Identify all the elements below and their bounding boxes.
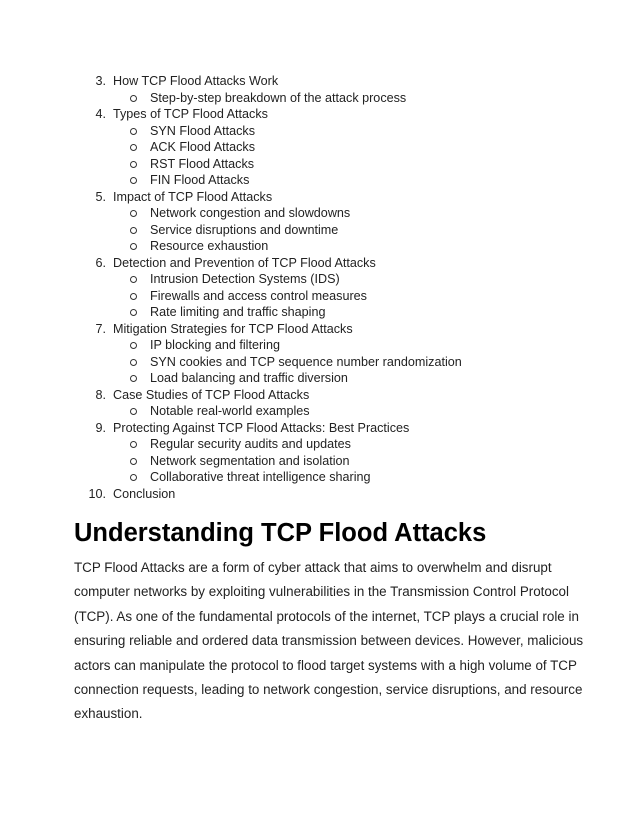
hollow-circle-bullet-icon <box>130 342 137 349</box>
toc-subitem <box>0 337 638 354</box>
toc-subitem <box>0 271 638 288</box>
toc-item <box>0 189 638 255</box>
paragraph-line: exhaustion. <box>74 706 143 722</box>
toc-item-label: Conclusion <box>113 486 176 501</box>
toc-subitem <box>0 238 638 255</box>
toc-subitem-label: Resource exhaustion <box>150 239 269 253</box>
toc-item-line <box>0 255 638 272</box>
hollow-circle-bullet-icon <box>130 276 137 283</box>
toc-sublist <box>0 271 638 321</box>
toc-subitem-label: Intrusion Detection Systems (IDS) <box>150 272 340 286</box>
toc-sublist <box>0 403 638 420</box>
hollow-circle-bullet-icon <box>130 309 137 316</box>
hollow-circle-bullet-icon <box>130 95 137 102</box>
toc-item-line <box>0 321 638 338</box>
table-of-contents <box>0 73 638 502</box>
hollow-circle-bullet-icon <box>130 441 137 448</box>
toc-item-number: 6. <box>95 255 106 270</box>
paragraph-line: computer networks by exploiting vulnerabilities in the Transmission Control Protocol <box>74 584 569 600</box>
toc-subitem-label: Network congestion and slowdowns <box>150 206 351 220</box>
toc-item <box>0 387 638 420</box>
toc-subitem <box>0 139 638 156</box>
toc-item-label: Mitigation Strategies for TCP Flood Attacks <box>113 321 353 336</box>
toc-sublist <box>0 337 638 387</box>
toc-item-label: How TCP Flood Attacks Work <box>113 74 279 88</box>
toc-subitem <box>0 172 638 189</box>
toc-item-number: 7. <box>95 321 106 336</box>
hollow-circle-bullet-icon <box>130 359 137 366</box>
hollow-circle-bullet-icon <box>130 177 137 184</box>
hollow-circle-bullet-icon <box>130 458 137 465</box>
toc-item <box>0 106 638 189</box>
toc-subitem-label: Notable real-world examples <box>150 404 310 418</box>
hollow-circle-bullet-icon <box>130 161 137 168</box>
toc-subitem <box>0 304 638 321</box>
paragraph-line: actors can manipulate the protocol to flood target systems with a high volume of TCP <box>74 657 577 673</box>
toc-item-label: Case Studies of TCP Flood Attacks <box>113 387 310 402</box>
toc-subitem-label: Load balancing and traffic diversion <box>150 371 348 385</box>
section-paragraph <box>74 556 584 727</box>
toc-subitem <box>0 403 638 420</box>
toc-item-number: 10. <box>88 486 106 501</box>
toc-item-line <box>0 420 638 437</box>
toc-item-label: Impact of TCP Flood Attacks <box>113 189 273 204</box>
paragraph-line: connection requests, leading to network congestion, service disruptions, and resource <box>74 682 583 698</box>
toc-subitem <box>0 90 638 107</box>
toc-sublist <box>0 90 638 107</box>
toc-subitem <box>0 469 638 486</box>
toc-subitem-label: ACK Flood Attacks <box>150 140 255 154</box>
toc-subitem-label: Collaborative threat intelligence sharing <box>150 470 371 484</box>
toc-subitem-label: Step-by-step breakdown of the attack process <box>150 90 407 105</box>
toc-subitem-label: Network segmentation and isolation <box>150 453 350 468</box>
toc-subitem-label: RST Flood Attacks <box>150 156 255 171</box>
toc-subitem <box>0 436 638 453</box>
toc-subitem <box>0 453 638 470</box>
toc-subitem-label: FIN Flood Attacks <box>150 173 250 187</box>
toc-item-label: Protecting Against TCP Flood Attacks: Best Practices <box>113 420 410 435</box>
toc-item-number: 9. <box>95 420 106 435</box>
toc-item <box>0 486 638 503</box>
section-heading: Understanding TCP Flood Attacks <box>74 519 487 547</box>
paragraph-line: ensuring reliable and ordered data transmission between devices. However, malicious <box>74 633 584 649</box>
toc-item <box>0 321 638 387</box>
toc-subitem-label: SYN Flood Attacks <box>150 123 255 138</box>
hollow-circle-bullet-icon <box>130 210 137 217</box>
toc-item-number: 5. <box>95 189 106 204</box>
paragraph-line: (TCP). As one of the fundamental protocols of the internet, TCP plays a crucial role in <box>74 608 579 624</box>
toc-subitem-label: Regular security audits and updates <box>150 437 351 451</box>
hollow-circle-bullet-icon <box>130 243 137 250</box>
hollow-circle-bullet-icon <box>130 227 137 234</box>
toc-item-number: 4. <box>95 107 106 121</box>
hollow-circle-bullet-icon <box>130 375 137 382</box>
toc-subitem-label: SYN cookies and TCP sequence number randomization <box>150 354 462 369</box>
toc-item <box>0 420 638 486</box>
toc-item-label: Types of TCP Flood Attacks <box>113 107 268 121</box>
toc-item-number: 3. <box>95 74 106 88</box>
paragraph-line: TCP Flood Attacks are a form of cyber attack that aims to overwhelm and disrupt <box>74 560 552 575</box>
hollow-circle-bullet-icon <box>130 408 137 415</box>
toc-item-line <box>0 486 638 503</box>
toc-subitem-label: Rate limiting and traffic shaping <box>150 305 326 319</box>
toc-subitem-label: Firewalls and access control measures <box>150 288 367 303</box>
hollow-circle-bullet-icon <box>130 474 137 481</box>
toc-subitem <box>0 156 638 173</box>
toc-item-line <box>0 387 638 404</box>
hollow-circle-bullet-icon <box>130 293 137 300</box>
toc-subitem-label: IP blocking and filtering <box>150 338 280 352</box>
hollow-circle-bullet-icon <box>130 144 137 151</box>
toc-item-label: Detection and Prevention of TCP Flood Attacks <box>113 255 376 270</box>
toc-subitem-label: Service disruptions and downtime <box>150 222 339 237</box>
toc-item <box>0 73 638 106</box>
toc-subitem <box>0 205 638 222</box>
hollow-circle-bullet-icon <box>130 128 137 135</box>
toc-item-line <box>0 73 638 90</box>
toc-item-line <box>0 189 638 206</box>
toc-subitem <box>0 222 638 239</box>
toc-sublist <box>0 205 638 255</box>
toc-item <box>0 255 638 321</box>
toc-item-number: 8. <box>95 387 106 402</box>
toc-sublist <box>0 436 638 486</box>
toc-sublist <box>0 123 638 189</box>
toc-subitem <box>0 370 638 387</box>
toc-subitem <box>0 354 638 371</box>
toc-subitem <box>0 288 638 305</box>
toc-subitem <box>0 123 638 140</box>
toc-item-line <box>0 106 638 123</box>
